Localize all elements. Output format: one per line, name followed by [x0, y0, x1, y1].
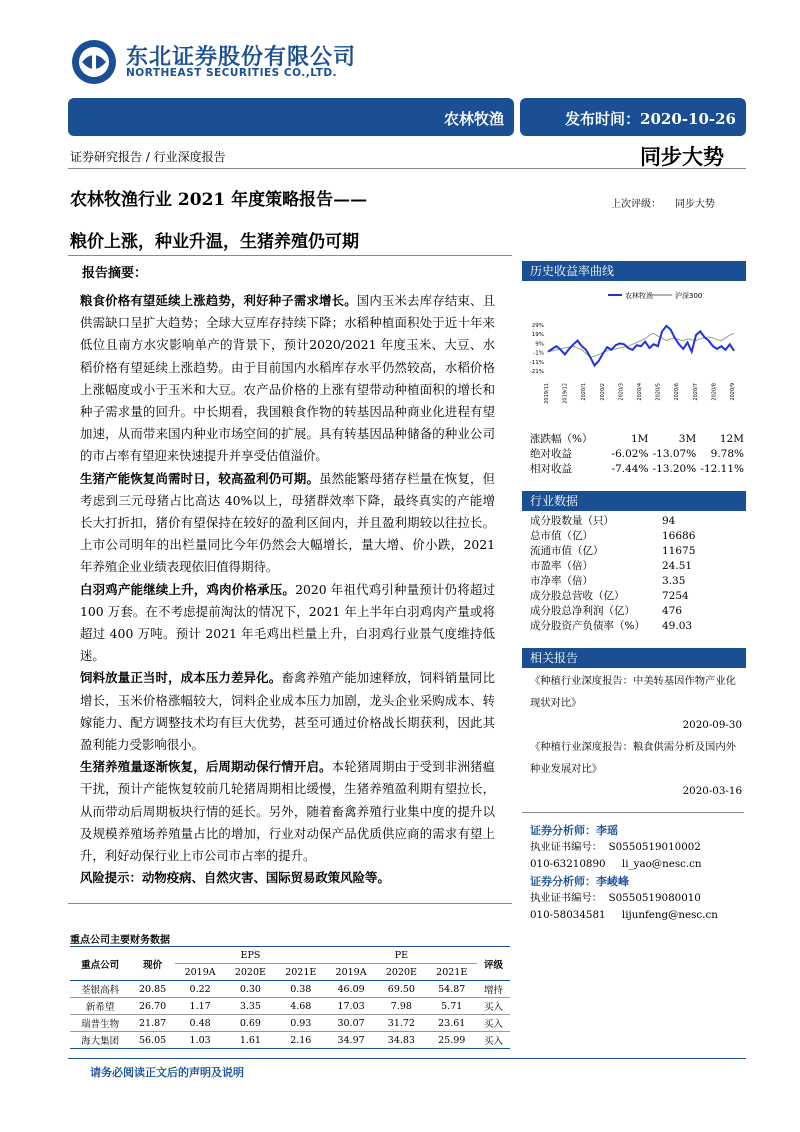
- industry-data-row: 流通市值（亿） 11675: [530, 545, 696, 557]
- x-tick-label: 2020/3: [618, 383, 625, 401]
- fin-header-year: 2019A: [326, 964, 376, 981]
- x-tick-label: 2020/6: [674, 383, 681, 401]
- fin-header-year: 2021E: [276, 964, 326, 981]
- x-tick-label: 2020/4: [637, 383, 643, 401]
- y-tick-label: 19%: [531, 332, 544, 339]
- industry-data-row: 市净率（倍） 3.35: [530, 575, 686, 587]
- legend-index-label: 沪深300: [675, 292, 703, 300]
- y-tick-label: -11%: [529, 359, 544, 366]
- analyst-email[interactable]: li_yao@nesc.cn: [621, 858, 702, 870]
- x-tick-label: 2019/11: [544, 383, 550, 404]
- logo: [70, 38, 118, 86]
- rating-rule: [68, 168, 746, 169]
- x-tick-label: 2020/9: [730, 383, 736, 401]
- analyst-email[interactable]: lijunfeng@nesc.cn: [621, 909, 718, 921]
- y-tick-label: -21%: [529, 369, 544, 375]
- industry-data-row: 成分股总营收（亿） 7254: [530, 590, 689, 602]
- returns-header-cell: 1M: [631, 433, 649, 445]
- related-report-text[interactable]: 《种植行业深度报告：粮食供需分析及国内外种业发展对比》: [530, 741, 736, 775]
- history-chart: [522, 283, 746, 423]
- fin-header-price: 现价: [130, 947, 175, 981]
- related-reports-rule: [522, 812, 744, 813]
- publish-date: 发布时间：2020-10-26: [565, 110, 736, 128]
- summary-paragraph: 生猪养殖量逐渐恢复，后周期动保行情开启。本轮猪周期由于受到非洲猪瘟干扰，预计产能恢复较前几轮猪周期相比缓慢，生猪养殖盈利期有望拉长，从而带动后周期板块行情的延长。另外，随着畜禽养殖行业集中度的提升以及规模养殖场养殖量占比的增加，行业对动保产品优质供应商的需求有望上升，利好动保行业上市公司市占率的提升。: [80, 759, 496, 864]
- returns-header-cell: 3M: [678, 433, 697, 445]
- sector-series-line: [548, 326, 734, 366]
- x-tick-label: 2020/8: [711, 383, 718, 401]
- prev-rating: [611, 195, 715, 210]
- title-line-2: 粮价上涨，种业升温，生猪养殖仍可期: [70, 232, 359, 252]
- summary-paragraph: 白羽鸡产能继续上升，鸡肉价格承压。2020 年祖代鸡引种量预计仍将超过 100 万套。在不考虑提前淘汰的情况下，2021 年上半年白羽鸡肉产量或将超过 400 万吨。预计 2021 年毛鸡出栏量上升，白羽鸡行业景气度维持低迷。: [80, 581, 495, 664]
- industry-data-row: 市盈率（倍） 24.51: [530, 560, 693, 572]
- sector-label: 农林牧渔: [443, 110, 504, 128]
- table-row: 荃银高科 20.85 0.22 0.30 0.38 46.09 69.50 54.87 增持: [70, 981, 510, 998]
- summary-body: [80, 290, 495, 889]
- related-report-date: 2020-03-16: [682, 785, 742, 797]
- related-report-date: 2020-09-30: [682, 719, 742, 731]
- table-row: 海大集团 56.05 1.03 1.61 2.16 34.97 34.83 25.99 买入: [70, 1032, 510, 1049]
- analyst-name: 证券分析师：李崚峰: [530, 875, 629, 888]
- returns-header-row: [530, 432, 744, 447]
- related-report-text[interactable]: 《种植行业深度报告：中美转基因作物产业化现状对比》: [530, 675, 736, 709]
- summary-paragraph: 饲料放量正当时，成本压力差异化。畜禽养殖产能加速释放，饲料销量同比增长，玉米价格涨幅较大，饲料企业成本压力加剧，龙头企业采购成本、转嫁能力、配方调整技术均有巨大优势，甚至可通过价格战长期获利，因此其盈利能力受影响很小。: [80, 670, 496, 753]
- y-tick-label: -1%: [533, 350, 544, 357]
- publish-bar: [520, 98, 746, 136]
- summary-paragraph: 风险提示：动物疫病、自然灾害、国际贸易政策风险等。: [80, 870, 390, 886]
- table-row: 新希望 26.70 1.17 3.35 4.68 17.03 7.98 5.71 买入: [70, 998, 510, 1015]
- fin-table: [70, 946, 510, 1049]
- x-tick-label: 2020/5: [655, 383, 662, 401]
- fin-header-company: 重点公司: [70, 947, 130, 981]
- legend-sector-label: 农林牧渔: [625, 292, 653, 300]
- x-tick-label: 2019/12: [562, 383, 569, 404]
- rating: 同步大势: [640, 144, 724, 169]
- x-tick-label: 2020/1: [581, 383, 588, 401]
- prev-rating-value: 同步大势: [675, 199, 715, 210]
- industry-data-row: 成分股数量（只） 94: [530, 515, 676, 527]
- fin-header-year: 2020E: [225, 964, 275, 981]
- fin-table-title: 重点公司主要财务数据: [70, 935, 170, 946]
- summary-paragraph: 生猪产能恢复尚需时日，较高盈利仍可期。虽然能繁母猪存栏量在恢复，但考虑到三元母猪占比高达 40%以上，母猪群效率下降，最终真实的产能增长大打折扣，猪价有望保持在较好的盈利区间内，并且盈利期较以往拉长。上市公司明年的出栏量同比今年仍然会大幅增长，量大增、价小跌，2021 年养殖企业业绩表现依旧值得期待。: [80, 470, 496, 575]
- report-type: 证券研究报告 / 行业深度报告: [70, 150, 226, 164]
- analyst-cert: 执业证书编号： S0550519010002: [530, 841, 701, 853]
- company-logo-icon: [70, 38, 118, 86]
- related-report-item[interactable]: [530, 736, 742, 802]
- returns-header-cell: 涨跌幅（%）: [530, 433, 593, 445]
- fin-header-rating: 评级: [477, 947, 510, 981]
- related-reports-title: 相关报告: [522, 648, 746, 668]
- analyst-block: [530, 822, 742, 924]
- footer-note: 请务必阅读正文后的声明及说明: [90, 1066, 244, 1079]
- fin-header-eps: EPS: [175, 947, 326, 964]
- y-tick-label: 9%: [535, 341, 544, 348]
- x-tick-label: 2020/7: [692, 383, 699, 401]
- industry-data-row: 总市值（亿） 16686: [530, 530, 696, 542]
- analyst-contact: 010-58034581 lijunfeng@nesc.cn: [530, 909, 718, 921]
- fin-header-year: 2020E: [376, 964, 426, 981]
- footer-rule: [68, 1058, 746, 1059]
- company-name-cn: 东北证券股份有限公司: [126, 45, 357, 70]
- industry-data-title: 行业数据: [522, 491, 746, 511]
- analyst-name: 证券分析师：李瑶: [530, 824, 618, 837]
- returns-table: [530, 432, 744, 477]
- table-row: 瑞普生物 21.87 0.48 0.69 0.93 30.07 31.72 23.61 买入: [70, 1015, 510, 1032]
- returns-row: 绝对收益 -6.02% -13.07% 9.78%: [530, 448, 744, 460]
- y-tick-label: 29%: [531, 323, 544, 329]
- returns-header-cell: 12M: [719, 433, 744, 445]
- industry-data-row: 成分股资产负债率（%） 49.03: [530, 620, 693, 632]
- analyst-contact: 010-63210890 li_yao@nesc.cn: [530, 858, 702, 870]
- industry-data-row: 成分股总净利润（亿） 476: [530, 605, 683, 617]
- summary-heading: 报告摘要：: [82, 266, 148, 281]
- history-chart-title: 历史收益率曲线: [522, 261, 746, 281]
- fin-header-pe: PE: [326, 947, 477, 964]
- title-line-1: 农林牧渔行业 2021 年度策略报告——: [70, 190, 368, 210]
- industry-data-table: [530, 514, 740, 634]
- prev-rating-label: 上次评级：: [611, 199, 661, 210]
- related-report-item[interactable]: [530, 670, 742, 736]
- fin-header-year: 2021E: [427, 964, 477, 981]
- fin-header-year: 2019A: [175, 964, 225, 981]
- analyst-cert: 执业证书编号： S0550519080010: [530, 892, 701, 904]
- returns-row: 相对收益 -7.44% -13.20% -12.11%: [530, 463, 744, 475]
- history-chart-svg: [522, 283, 746, 423]
- sector-bar: [68, 98, 514, 136]
- company-name-en: NORTHEAST SECURITIES CO.,LTD.: [126, 67, 338, 79]
- summary-paragraph: 粮食价格有望延续上涨趋势，利好种子需求增长。国内玉米去库存结束、且供需缺口呈扩大趋势；全球大豆库存持续下降；水稻种植面积处于近十年来低位且南方水灾影响单产的背景下，预计2020/2021 年度玉米、大豆、水稻价格有望延续上涨趋势。由于目前国内水稻库存水平仍然较高，水稻价格上涨幅度或小于玉米和大豆。农产品价格的上涨有望带动种植面积的增长和种子需求量的回升。中长期看，我国粮食作物的转基因品种商业化进程有望加速，从而带来国内种业市场空间的扩展。具有转基因品种储备的种业公司的市占率有望迎来快速提升并享受估值溢价。: [80, 293, 496, 464]
- x-tick-label: 2020/2: [599, 383, 606, 401]
